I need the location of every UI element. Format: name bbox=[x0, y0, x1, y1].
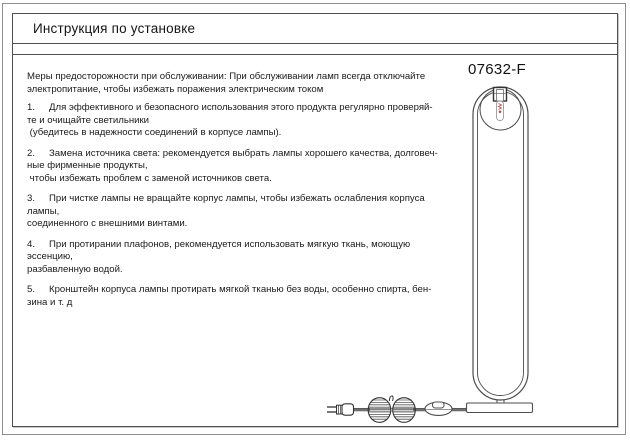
item-text: лампы, bbox=[27, 205, 60, 217]
page-title: Инструкция по установке bbox=[33, 21, 196, 36]
item-text: Для эффективного и безопасного использования этого продукта регулярно проверяй- bbox=[49, 102, 433, 113]
item-text: соединенного с внешними винтами. bbox=[27, 218, 188, 229]
title-divider-band bbox=[13, 44, 617, 55]
item-text: ные фирменные продукты, bbox=[27, 160, 148, 171]
item-text: разбавленную водой. bbox=[27, 263, 123, 275]
item-text: Кронштейн корпуса лампы протирать мягкой тканью без воды, особенно спирта, бен- bbox=[49, 284, 432, 295]
item-text: те и очищайте светильники bbox=[27, 114, 150, 126]
floor-lamp-drawing bbox=[320, 80, 540, 425]
item-text: При протирании плафонов, рекомендуется использовать мягкую ткань, моющую bbox=[49, 238, 411, 250]
item-text: чтобы избежать проблем с заменой источников света. bbox=[27, 172, 272, 184]
model-number: 07632-F bbox=[468, 61, 526, 78]
item-number: 2. bbox=[27, 147, 36, 159]
item-text: (убедитесь в надежности соединений в корпусе лампы). bbox=[27, 127, 282, 138]
lamp-bulb-icon bbox=[497, 101, 504, 121]
item-number: 4. bbox=[27, 238, 36, 250]
intro-line: электропитание, чтобы избежать поражения электрическим током bbox=[27, 83, 324, 95]
intro-line: Меры предосторожности при обслуживании: При обслуживании ламп всегда отключайте bbox=[27, 71, 426, 82]
power-plug-icon bbox=[327, 404, 354, 415]
item-number: 1. bbox=[27, 102, 36, 113]
title-row bbox=[13, 14, 617, 44]
item-text: эссенцию, bbox=[27, 251, 73, 262]
lamp-base bbox=[467, 399, 533, 412]
inline-switch-icon bbox=[425, 402, 452, 415]
item-number: 3. bbox=[27, 193, 36, 204]
item-text: При чистке лампы не вращайте корпус лампы, чтобы избежать ослабления корпуса bbox=[49, 193, 425, 204]
item-text: зина и т. д bbox=[27, 296, 73, 308]
lamp-frame bbox=[473, 87, 528, 400]
item-text: Замена источника света: рекомендуется выбрать лампы хорошего качества, долговеч- bbox=[49, 147, 438, 159]
item-number: 5. bbox=[27, 284, 36, 295]
lamp-socket bbox=[494, 88, 507, 102]
cable-coil-icon bbox=[366, 396, 417, 422]
